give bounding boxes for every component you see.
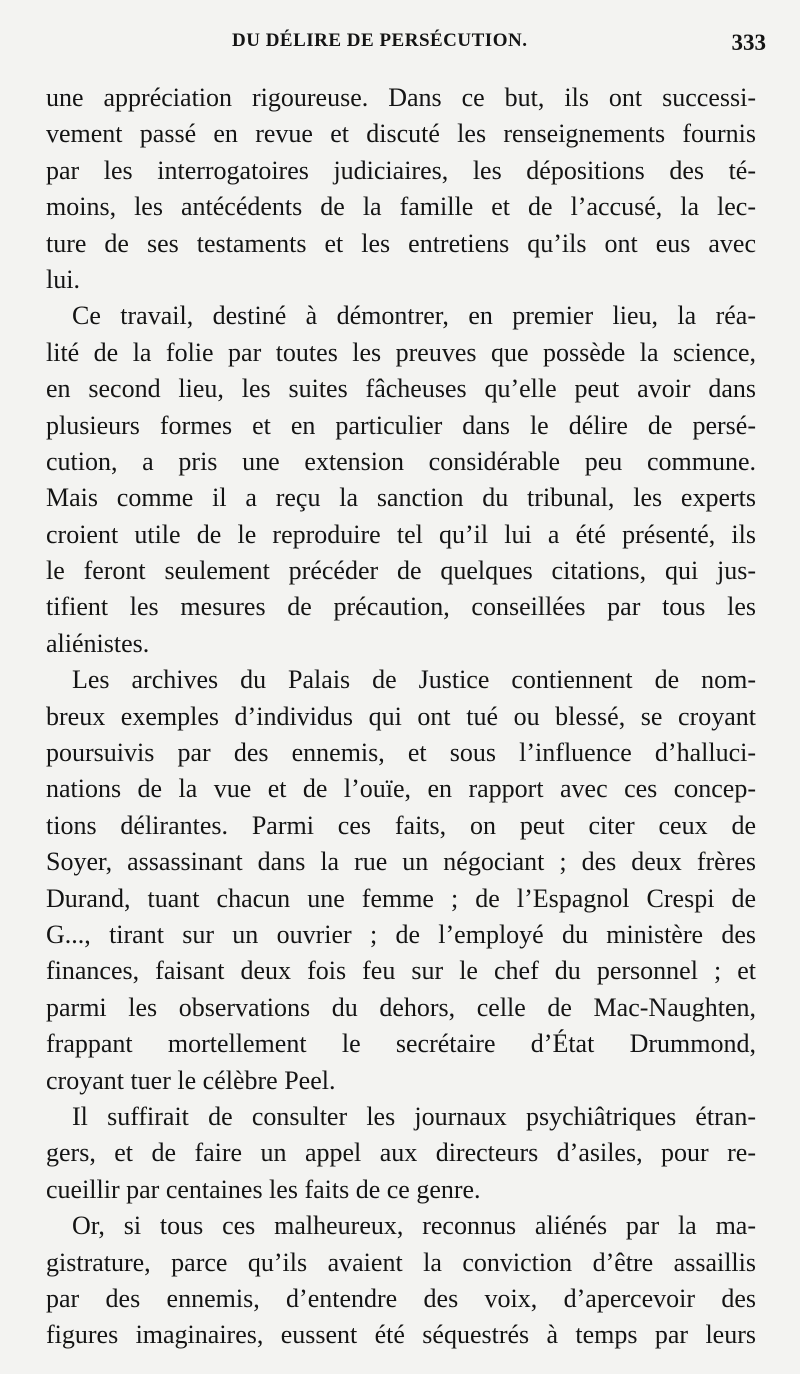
text-line: le feront seulement précéder de quelques citations, qui jus- xyxy=(46,556,756,586)
text-line: cueillir par centaines les faits de ce genre. xyxy=(46,1174,481,1204)
text-line: Il suffirait de consulter les journaux psychiâtriques étran- xyxy=(72,1101,756,1131)
text-line: G..., tirant sur un ouvrier ; de l’employé du ministère des xyxy=(46,919,756,949)
text-line: Soyer, assassinant dans la rue un négociant ; des deux frères xyxy=(46,847,756,877)
text-line: poursuivis par des ennemis, et sous l’influence d’halluci- xyxy=(46,738,756,768)
page-header xyxy=(0,30,800,66)
text-line: tions délirantes. Parmi ces faits, on peut citer ceux de xyxy=(46,810,756,840)
text-line: une appréciation rigoureuse. Dans ce but, ils ont successi- xyxy=(46,83,756,112)
text-line: Or, si tous ces malheureux, reconnus aliénés par la ma- xyxy=(72,1211,756,1241)
text-line: moins, les antécédents de la famille et de l’accusé, la lec- xyxy=(46,192,756,222)
text-line: par des ennemis, d’entendre des voix, d’apercevoir des xyxy=(46,1283,756,1313)
text-line: parmi les observations du dehors, celle de Mac-Naughten, xyxy=(46,992,756,1022)
text-line: Durand, tuant chacun une femme ; de l’Espagnol Crespi de xyxy=(46,883,756,913)
text-line: Mais comme il a reçu la sanction du tribunal, les experts xyxy=(46,483,756,513)
text-line: cution, a pris une extension considérable peu commune. xyxy=(46,446,756,476)
text-line: tifient les mesures de précaution, conseillées par tous les xyxy=(46,592,756,622)
text-line: finances, faisant deux fois feu sur le chef du personnel ; et xyxy=(46,956,756,986)
text-line: par les interrogatoires judiciaires, les dépositions des té- xyxy=(46,155,756,185)
text-line: gers, et de faire un appel aux directeurs d’asiles, pour re- xyxy=(46,1138,756,1168)
text-line: plusieurs formes et en particulier dans le délire de persé- xyxy=(46,410,756,440)
body-text xyxy=(46,80,756,1354)
text-line: vement passé en revue et discuté les renseignements fournis xyxy=(46,119,756,149)
text-line: Ce travail, destiné à démontrer, en premier lieu, la réa- xyxy=(72,301,756,331)
text-line: croyant tuer le célèbre Peel. xyxy=(46,1065,336,1095)
page-number: 333 xyxy=(731,30,766,55)
text-line: en second lieu, les suites fâcheuses qu’elle peut avoir dans xyxy=(46,374,756,404)
text-line: breux exemples d’individus qui ont tué ou blessé, se croyant xyxy=(46,701,756,731)
text-line: lui. xyxy=(46,264,80,294)
text-line: ture de ses testaments et les entretiens qu’ils ont eus avec xyxy=(46,228,756,258)
text-line: frappant mortellement le secrétaire d’État Drummond, xyxy=(46,1029,756,1059)
text-line: gistrature, parce qu’ils avaient la conviction d’être assaillis xyxy=(46,1247,756,1277)
text-line: nations de la vue et de l’ouïe, en rapport avec ces concep- xyxy=(46,774,756,804)
text-line: aliénistes. xyxy=(46,628,150,658)
text-line: Les archives du Palais de Justice contiennent de nom- xyxy=(72,665,756,695)
text-line: figures imaginaires, eussent été séquestrés à temps par leurs xyxy=(46,1320,756,1350)
running-title: DU DÉLIRE DE PERSÉCUTION. xyxy=(232,30,528,51)
text-line: lité de la folie par toutes les preuves que possède la science, xyxy=(46,337,756,367)
text-line: croient utile de le reproduire tel qu’il lui a été présenté, ils xyxy=(46,519,756,549)
